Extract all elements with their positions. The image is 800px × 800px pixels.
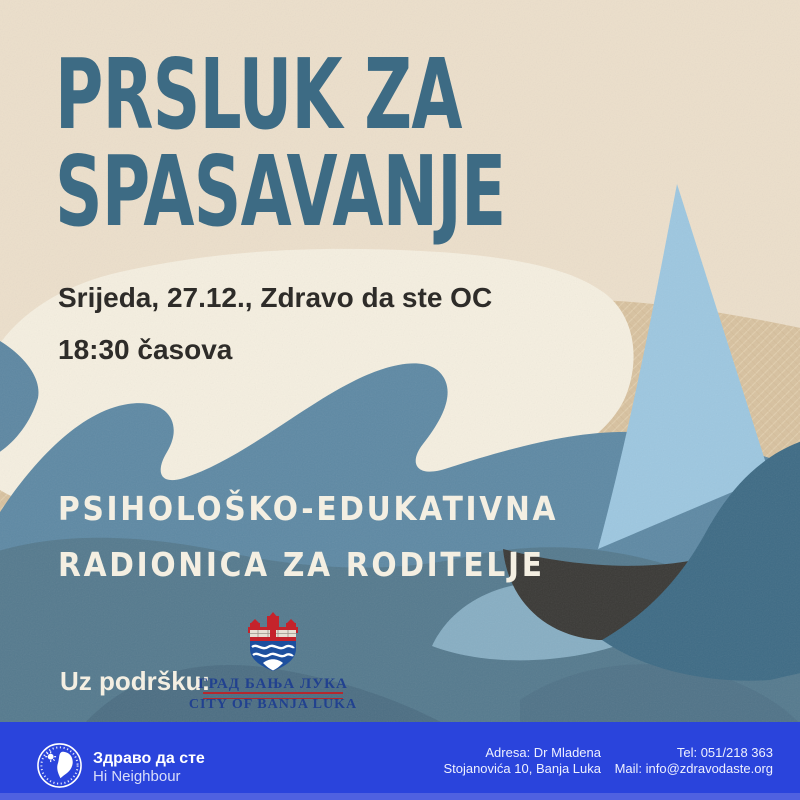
- event-date-line: Srijeda, 27.12., Zdravo da ste OC: [58, 282, 493, 313]
- contact-tel: Tel: 051/218 363: [676, 745, 773, 760]
- event-time-line: 18:30 časova: [58, 334, 233, 365]
- castle-icon: [248, 612, 298, 637]
- footer-bottom-strip: [0, 793, 800, 800]
- footer-contact: [615, 745, 773, 776]
- org-name-english: Hi Neighbour: [93, 768, 181, 785]
- workshop-line1: PSIHOLOŠKO-EDUKATIVNA: [58, 489, 559, 528]
- event-datetime: [58, 272, 492, 376]
- poster-title-line2: SPASAVANJE: [55, 135, 506, 248]
- footer-bar: [0, 722, 800, 800]
- poster-title-line1: PRSLUK ZA: [55, 38, 462, 151]
- shield-icon: [250, 637, 296, 671]
- address-line1: Adresa: Dr Mladena: [485, 745, 601, 760]
- support-label: Uz podršku:: [60, 666, 211, 696]
- org-name-cyrillic: Здраво да сте: [93, 750, 205, 767]
- hi-neighbour-logo-icon: [36, 742, 83, 789]
- workshop-line2: RADIONICA ZA RODITELJE: [58, 545, 545, 584]
- footer-address: [443, 745, 601, 776]
- banja-luka-coat-of-arms: [243, 611, 303, 673]
- address-line2: Stojanovića 10, Banja Luka: [443, 760, 601, 776]
- banja-luka-name-cyrillic: ГРАД БАЊА ЛУКА: [198, 676, 348, 692]
- workshop-subtitle: [58, 481, 558, 593]
- banja-luka-name-latin: CITY OF BANJA LUKA: [188, 697, 358, 712]
- org-name-block: [93, 749, 205, 785]
- contact-mail: Mail: info@zdravodaste.org: [614, 760, 773, 776]
- poster-title: [55, 38, 506, 248]
